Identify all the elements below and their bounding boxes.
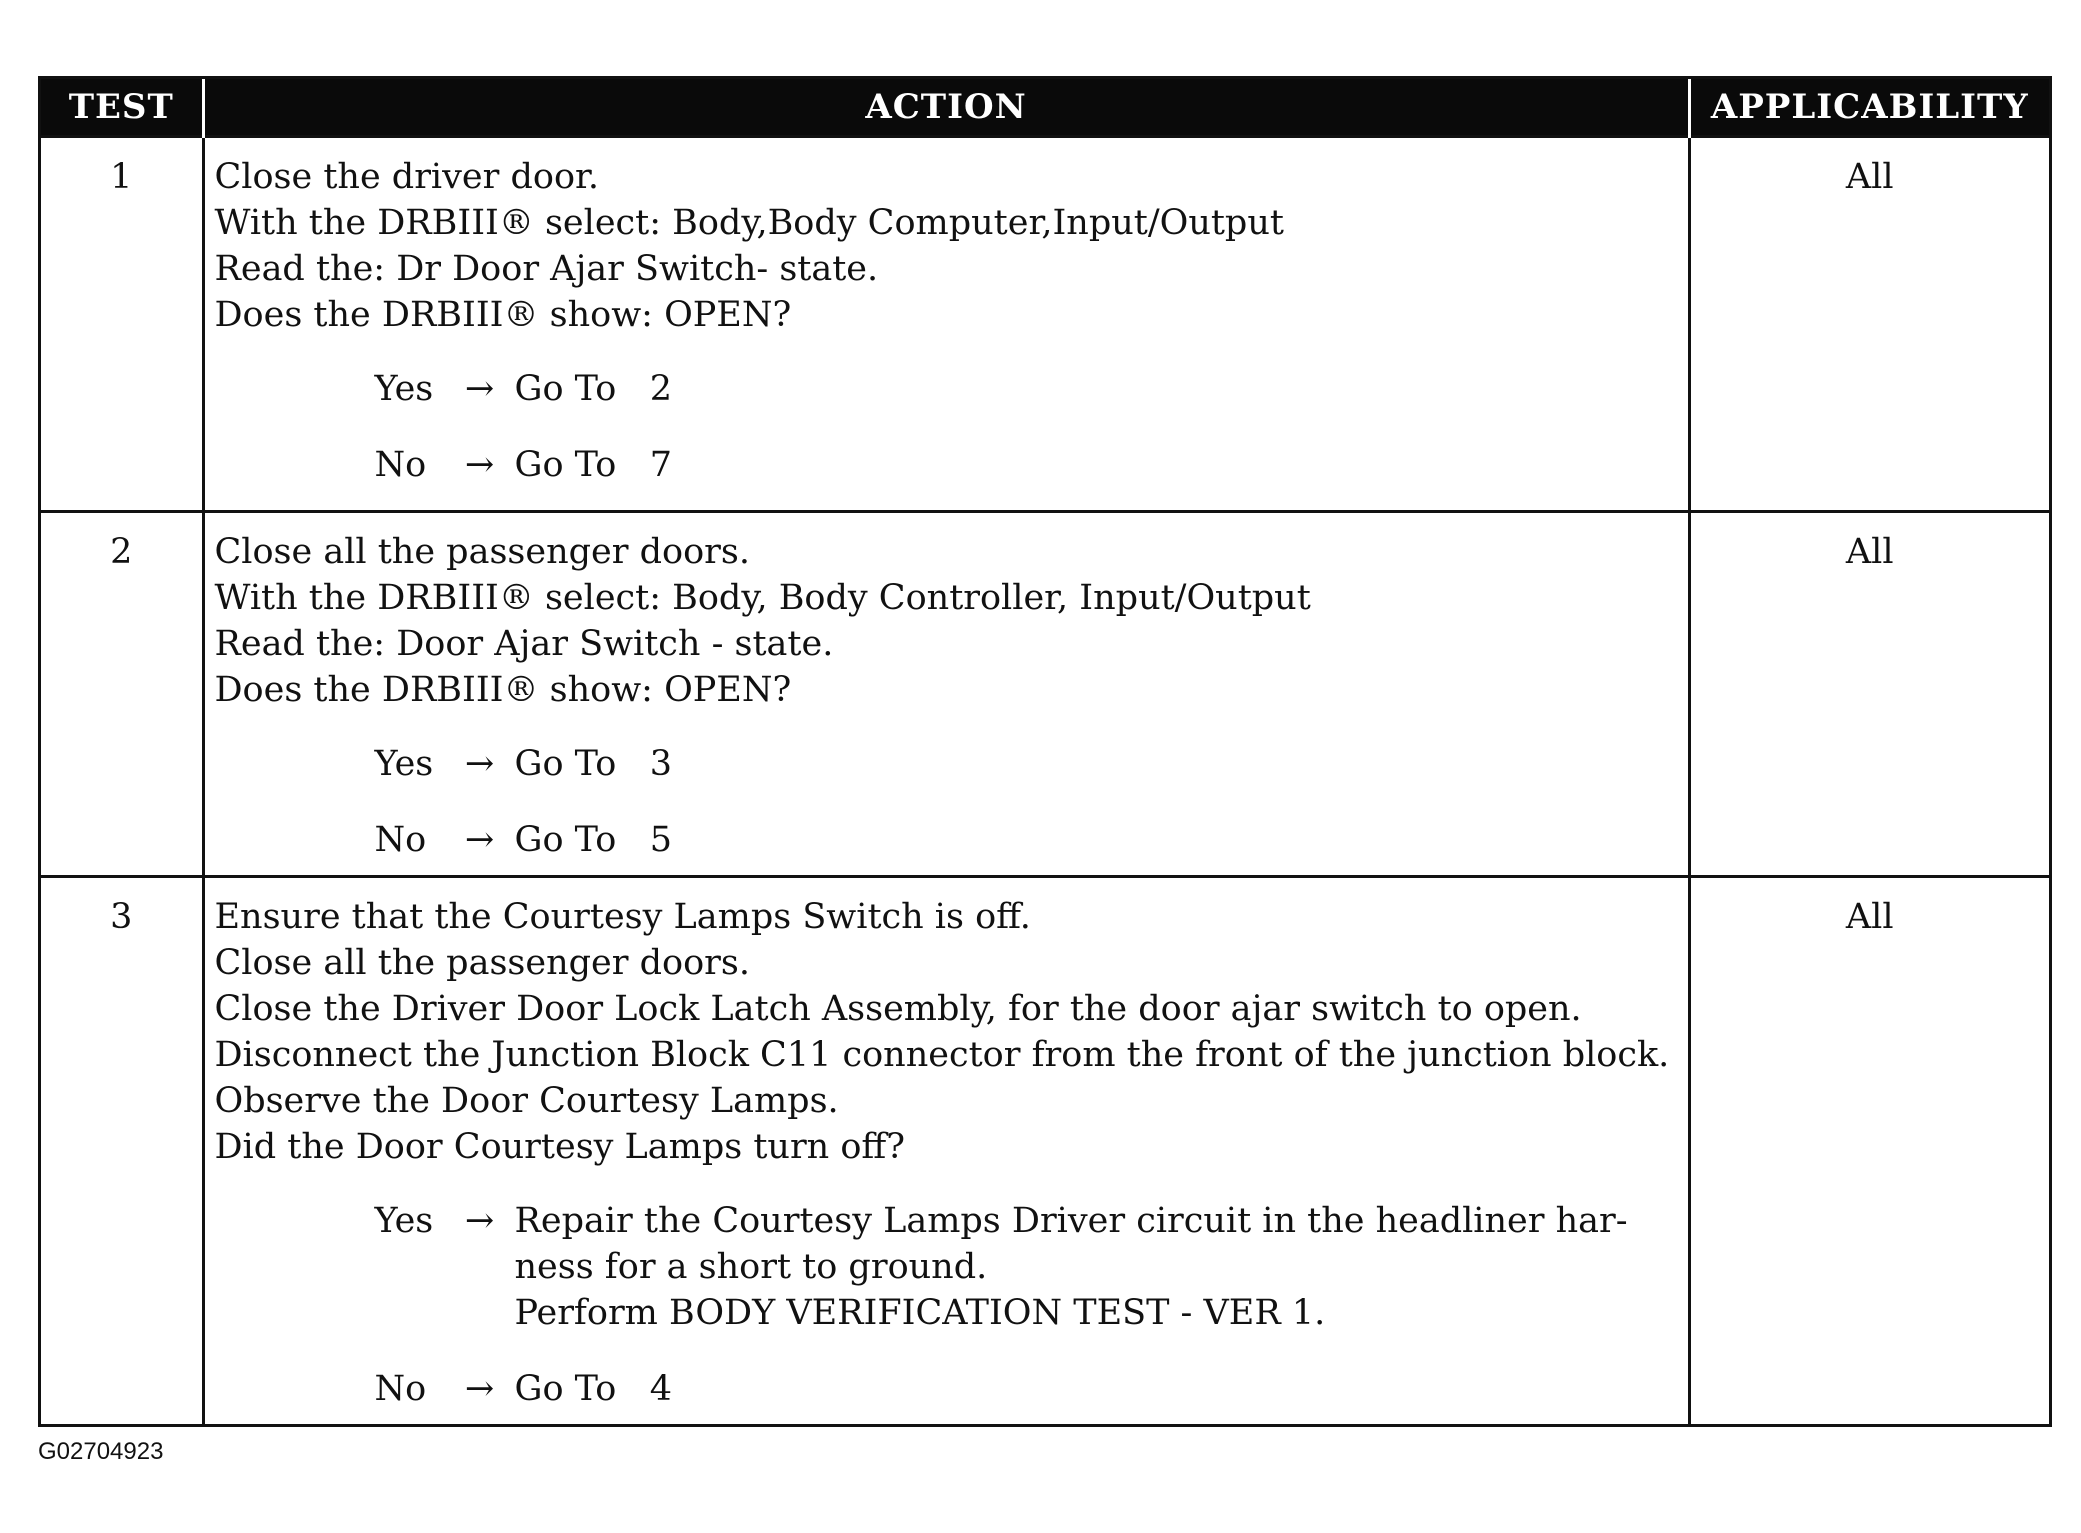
action-line: Ensure that the Courtesy Lamps Switch is off. — [214, 897, 1031, 937]
action-line: Read the: Dr Door Ajar Switch- state. — [214, 249, 879, 289]
figure-id: G02704923 — [38, 1438, 164, 1465]
arrow-right-icon: → — [464, 744, 495, 784]
outcome-result-line: Go To 7 — [514, 445, 672, 485]
outcome-result-line: Repair the Courtesy Lamps Driver circuit in the headliner har- — [514, 1201, 1628, 1241]
table-row — [41, 877, 2049, 1425]
outcome-yes — [375, 366, 1678, 412]
outcome-label: No — [374, 445, 427, 485]
outcome-label: No — [374, 1369, 427, 1409]
applicability-value: All — [1689, 137, 2049, 512]
test-number: 2 — [41, 512, 203, 877]
outcome-list — [215, 366, 1678, 488]
outcome-result — [515, 741, 1678, 787]
outcome-result-line: Go To 3 — [514, 744, 672, 784]
action-line: Close all the passenger doors. — [214, 943, 750, 983]
outcome-result-line: Perform BODY VERIFICATION TEST - VER 1. — [514, 1293, 1326, 1333]
test-number: 3 — [41, 877, 203, 1425]
outcome-result-line: ness for a short to ground. — [514, 1247, 988, 1287]
test-table — [41, 79, 2049, 1424]
outcome-label: Yes — [374, 1201, 434, 1241]
action-line: Disconnect the Junction Block C11 connector from the front of the junction block. — [214, 1035, 1670, 1075]
action-line: Close the driver door. — [214, 157, 600, 197]
header-test: TEST — [41, 79, 203, 137]
outcome-list — [215, 741, 1678, 863]
arrow-right-icon: → — [464, 445, 495, 485]
applicability-value: All — [1689, 877, 2049, 1425]
action-cell — [203, 512, 1689, 877]
outcome-no — [375, 442, 1678, 488]
outcome-result — [515, 442, 1678, 488]
table-row — [41, 512, 2049, 877]
action-line: Did the Door Courtesy Lamps turn off? — [214, 1127, 906, 1167]
outcome-no — [375, 1366, 1678, 1412]
header-applicability: APPLICABILITY — [1689, 79, 2049, 137]
action-line: With the DRBIII® select: Body,Body Computer,Input/Output — [214, 203, 1284, 243]
arrow-right-icon: → — [464, 1369, 495, 1409]
action-line: Close the Driver Door Lock Latch Assembly, for the door ajar switch to open. — [214, 989, 1582, 1029]
action-line: Read the: Door Ajar Switch - state. — [214, 624, 834, 664]
outcome-result-line: Go To 4 — [514, 1369, 672, 1409]
outcome-label: Yes — [374, 744, 434, 784]
outcome-result-line: Go To 2 — [514, 369, 672, 409]
outcome-result — [515, 817, 1678, 863]
outcome-label: No — [374, 820, 427, 860]
header-row — [41, 79, 2049, 137]
arrow-right-icon: → — [464, 369, 495, 409]
action-line: Does the DRBIII® show: OPEN? — [214, 295, 792, 335]
action-cell — [203, 137, 1689, 512]
table-body — [41, 137, 2049, 1425]
outcome-result — [515, 1198, 1678, 1336]
header-action: ACTION — [203, 79, 1689, 137]
outcome-label: Yes — [374, 369, 434, 409]
applicability-value: All — [1689, 512, 2049, 877]
outcome-result-line: Go To 5 — [514, 820, 672, 860]
arrow-right-icon: → — [464, 820, 495, 860]
outcome-yes — [375, 1198, 1678, 1336]
outcome-list — [215, 1198, 1678, 1412]
action-line: Close all the passenger doors. — [214, 532, 750, 572]
diagnostic-test-table — [38, 76, 2052, 1427]
outcome-no — [375, 817, 1678, 863]
action-line: Observe the Door Courtesy Lamps. — [214, 1081, 839, 1121]
table-row — [41, 137, 2049, 512]
action-cell — [203, 877, 1689, 1425]
arrow-right-icon: → — [464, 1201, 495, 1241]
outcome-result — [515, 366, 1678, 412]
outcome-yes — [375, 741, 1678, 787]
outcome-result — [515, 1366, 1678, 1412]
test-number: 1 — [41, 137, 203, 512]
action-line: With the DRBIII® select: Body, Body Controller, Input/Output — [214, 578, 1311, 618]
action-line: Does the DRBIII® show: OPEN? — [214, 670, 792, 710]
